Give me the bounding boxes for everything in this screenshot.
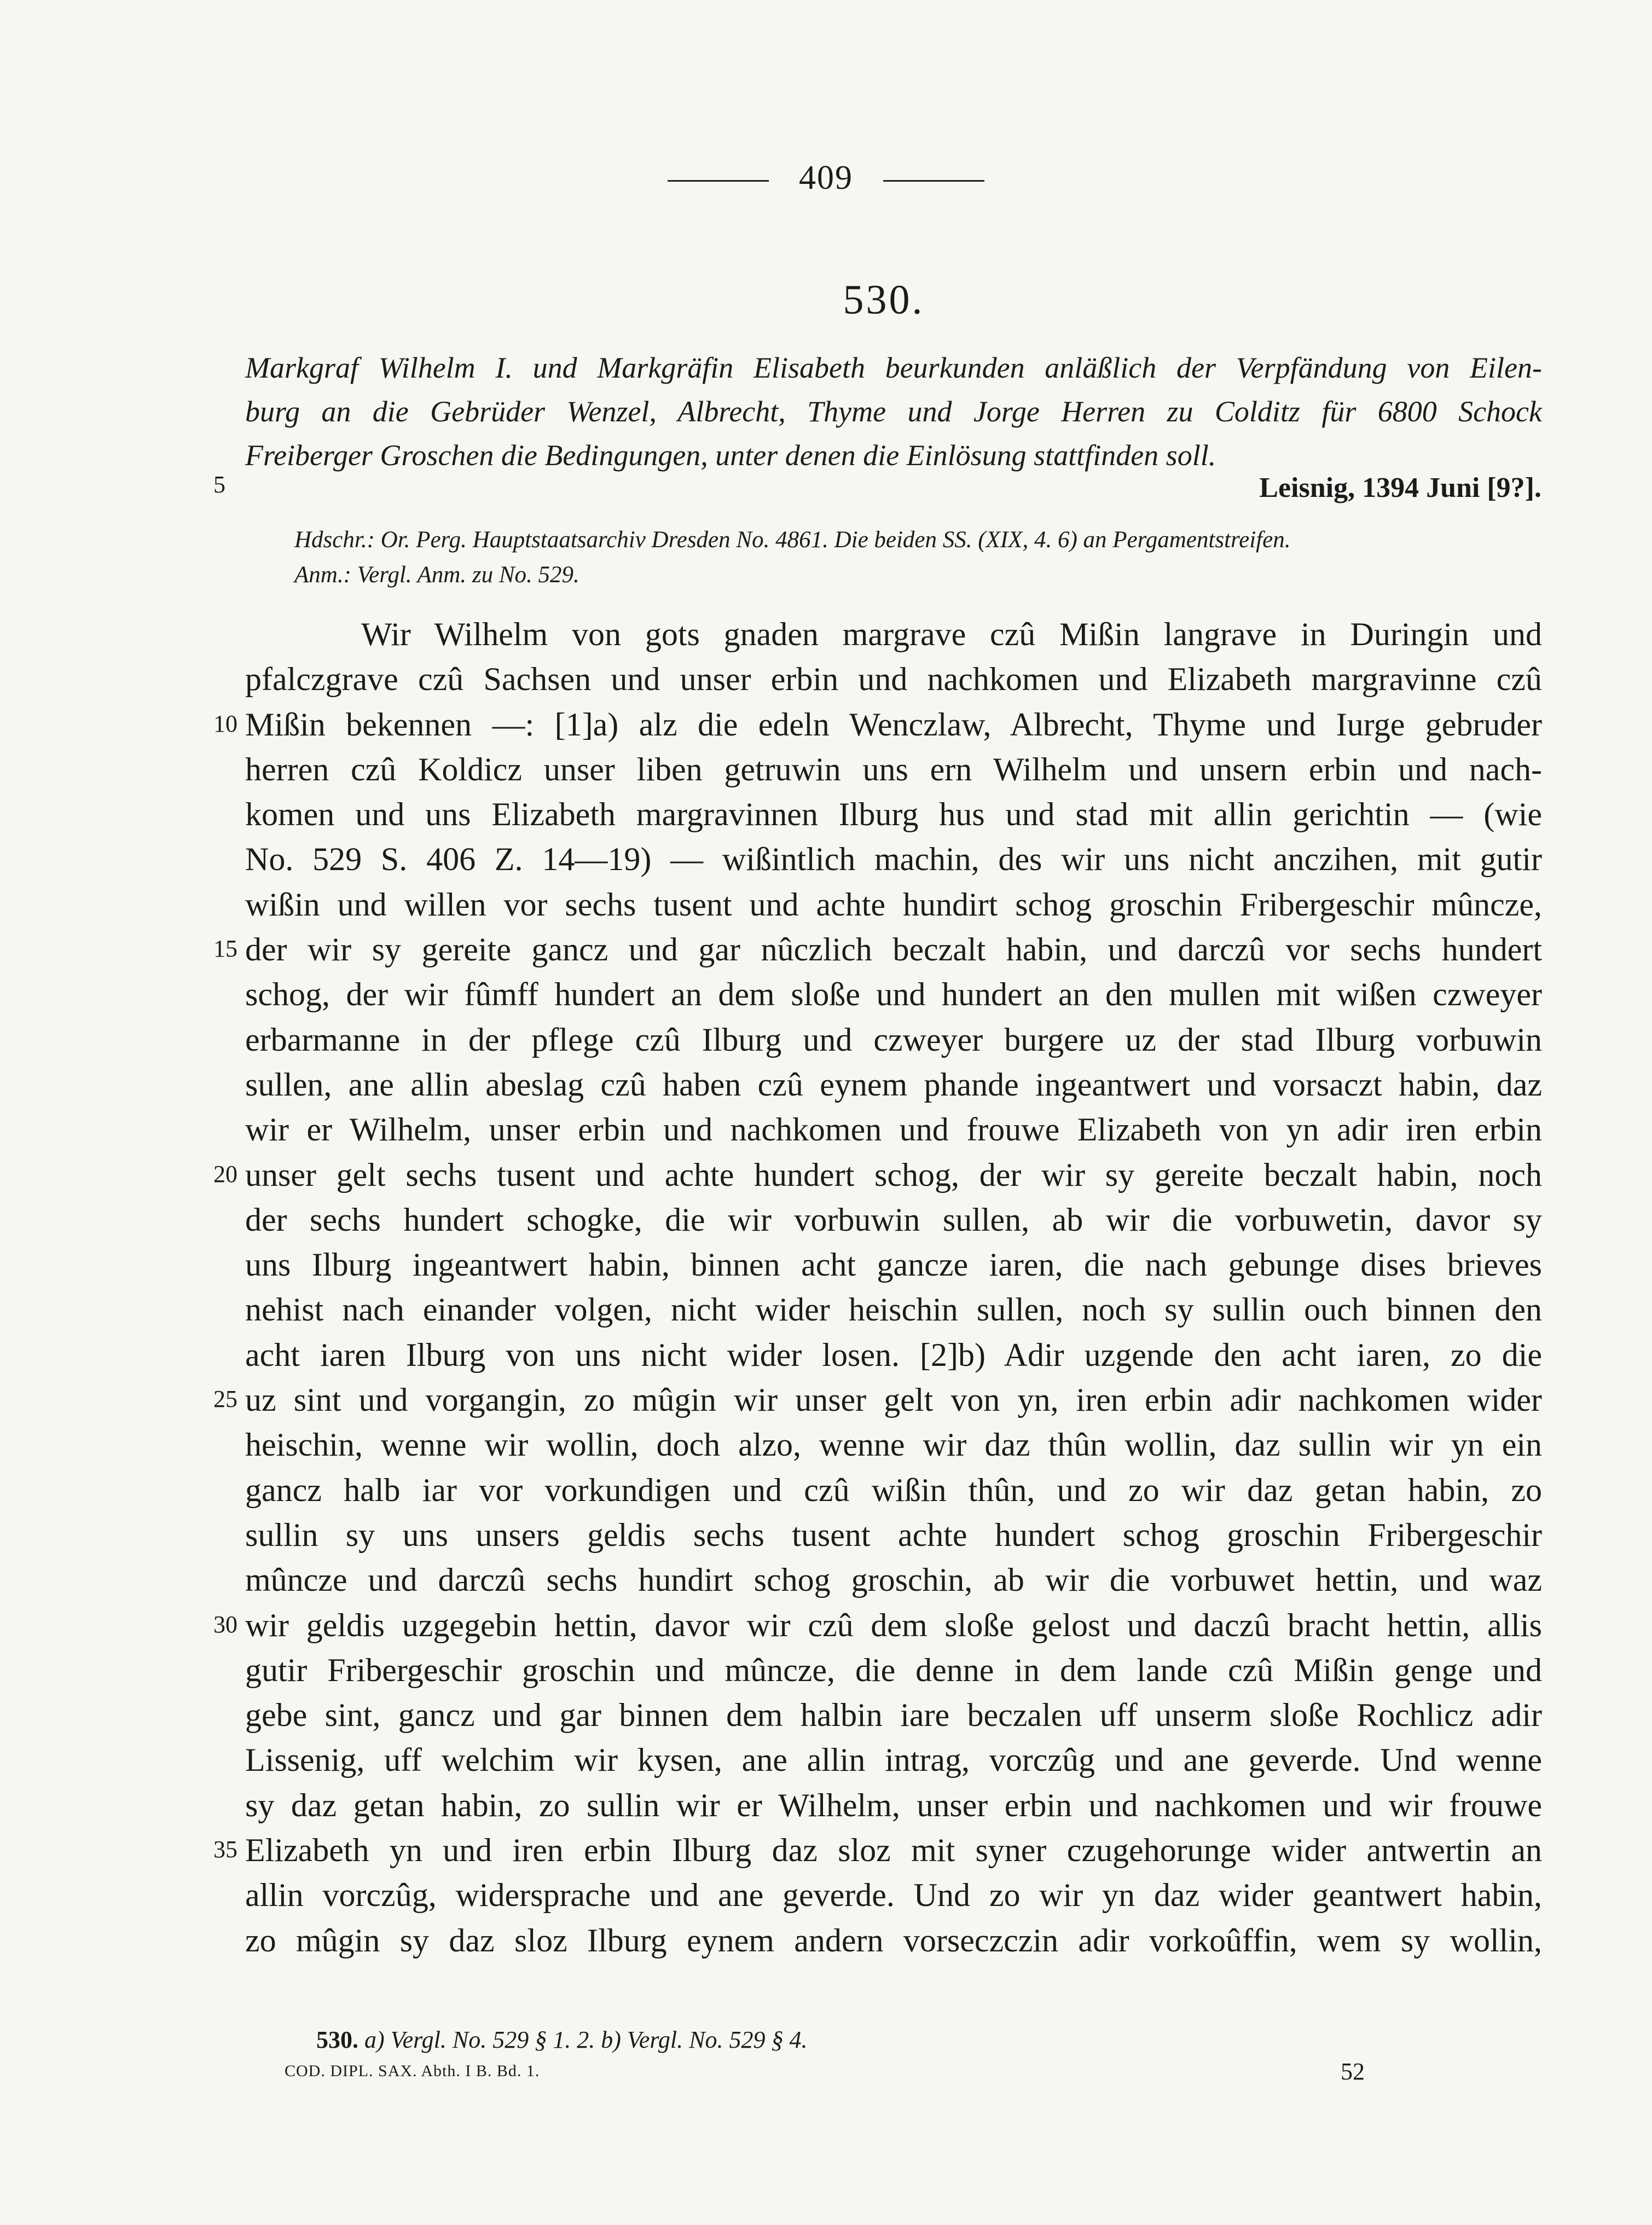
body-line: No. 529 S. 406 Z. 14—19) — wißintlich machin, des wir uns nicht anczihen, mit gutir	[245, 841, 1542, 878]
edition-reference: COD. DIPL. SAX. Abth. I B. Bd. 1.	[285, 2062, 540, 2080]
body-line: pfalczgrave czû Sachsen und unser erbin und nachkomen und Elizabeth margravinne czû	[245, 661, 1542, 698]
body-line: zo mûgin sy daz sloz Ilburg eynem andern vorseczczin adir vorkoûffin, wem sy wollin,	[245, 1922, 1542, 1959]
body-line: wir er Wilhelm, unser erbin und nachkomen und frouwe Elizabeth von yn adir iren erbin	[245, 1111, 1542, 1148]
line-number: 25	[213, 1386, 237, 1413]
sheet-signature: 52	[1341, 2058, 1365, 2085]
body-line: sy daz getan habin, zo sullin wir er Wilhelm, unser erbin und nachkomen und wir frouwe	[245, 1787, 1542, 1823]
body-line: Lissenig, uff welchim wir kysen, ane allin intrag, vorczûg und ane geverde. Und wenne	[245, 1742, 1542, 1778]
body-line: acht iaren Ilburg von uns nicht wider losen. [2]b) Adir uzgende den acht iaren, zo die	[245, 1336, 1542, 1373]
body-line: der wir sy gereite gancz und gar nûczlich beczalt habin, und darczû vor sechs hundert	[245, 931, 1542, 968]
page-number: 409	[799, 159, 853, 196]
footnote-text: a) Vergl. No. 529 § 1. 2. b) Vergl. No. 529 § 4.	[364, 2026, 808, 2053]
manuscript-note: Hdschr.: Or. Perg. Hauptstaatsarchiv Dresden No. 4861. Die beiden SS. (XIX, 4. 6) an Pergamentstreifen.	[294, 527, 1291, 553]
line-number: 20	[213, 1160, 237, 1187]
line-number: 30	[213, 1610, 237, 1638]
body-line: gebe sint, gancz und gar binnen dem halbin iare beczalen uff unserm sloße Rochlicz adir	[245, 1697, 1542, 1734]
body-line: gancz halb iar vor vorkundigen und czû wißin thûn, und zo wir daz getan habin, zo	[245, 1471, 1542, 1508]
line-number: 15	[213, 935, 237, 963]
regest-line: Markgraf Wilhelm I. und Markgräfin Elisabeth beurkunden anläßlich der Verpfändung von Eilen-	[245, 351, 1542, 384]
footnote-number: 530.	[316, 2026, 358, 2053]
place-date: Leisnig, 1394 Juni [9?].	[1259, 472, 1541, 503]
line-number: 10	[213, 710, 237, 737]
header-right-rule	[883, 180, 984, 182]
body-line: erbarmanne in der pflege czû Ilburg und czweyer burgere uz der stad Ilburg vorbuwin	[245, 1021, 1542, 1058]
body-line: allin vorczûg, widersprache und ane geverde. Und zo wir yn daz wider geantwert habin,	[245, 1877, 1542, 1914]
document-number: 530.	[843, 277, 925, 323]
regest-summary	[245, 346, 1542, 477]
body-line: mûncze und darczû sechs hundirt schog groschin, ab wir die vorbuwet hettin, und waz	[245, 1562, 1542, 1598]
page-header	[0, 159, 1652, 198]
header-left-rule	[668, 180, 769, 182]
line-marker: 5	[213, 471, 225, 498]
body-line: schog, der wir fûmff hundert an dem sloße und hundert an den mullen mit wißen czweyer	[245, 976, 1542, 1013]
body-line: komen und uns Elizabeth margravinnen Ilburg hus und stad mit allin gerichtin — (wie	[245, 796, 1542, 833]
regest-line: burg an die Gebrüder Wenzel, Albrecht, Thyme und Jorge Herren zu Colditz für 6800 Schock	[245, 395, 1542, 428]
body-line: Mißin bekennen —: [1]a) alz die edeln Wenczlaw, Albrecht, Thyme und Iurge gebruder	[245, 706, 1542, 743]
body-line: sullin sy uns unsers geldis sechs tusent achte hundert schog groschin Fribergeschir	[245, 1516, 1542, 1553]
document-body	[245, 612, 1542, 1963]
body-line: sullen, ane allin abeslag czû haben czû eynem phande ingeantwert und vorsaczt habin, daz	[245, 1066, 1542, 1103]
body-line: Elizabeth yn und iren erbin Ilburg daz sloz mit syner czugehorunge wider antwertin an	[245, 1832, 1542, 1869]
body-line: gutir Fribergeschir groschin und mûncze, die denne in dem lande czû Mißin genge und	[245, 1652, 1542, 1688]
body-line: wißin und willen vor sechs tusent und achte hundirt schog groschin Fribergeschir mûncze,	[245, 886, 1542, 923]
body-line: der sechs hundert schogke, die wir vorbuwin sullen, ab wir die vorbuwetin, davor sy	[245, 1201, 1542, 1238]
body-line: uns Ilburg ingeantwert habin, binnen acht gancze iaren, die nach gebunge dises brieves	[245, 1247, 1542, 1283]
footnote	[316, 2026, 808, 2054]
body-line: wir geldis uzgegebin hettin, davor wir czû dem sloße gelost und daczû bracht hettin, allis	[245, 1607, 1542, 1643]
source-notes	[294, 523, 1290, 593]
body-line: nehist nach einander volgen, nicht wider heischin sullen, noch sy sullin ouch binnen den	[245, 1291, 1542, 1328]
body-line: herren czû Koldicz unser liben getruwin uns ern Wilhelm und unsern erbin und nach-	[245, 751, 1542, 787]
line-number: 35	[213, 1836, 237, 1863]
annotation-note: Anm.: Vergl. Anm. zu No. 529.	[294, 562, 579, 588]
body-line: heischin, wenne wir wollin, doch alzo, wenne wir daz thûn wollin, daz sullin wir yn ein	[245, 1427, 1542, 1463]
body-line: uz sint und vorgangin, zo mûgin wir unser gelt von yn, iren erbin adir nachkomen wider	[245, 1382, 1542, 1418]
regest-line: Freiberger Groschen die Bedingungen, unter denen die Einlösung stattfinden soll.	[245, 439, 1216, 472]
body-line: Wir Wilhelm von gots gnaden margrave czû Mißin langrave in Duringin und	[361, 616, 1542, 652]
body-line: unser gelt sechs tusent und achte hundert schog, der wir sy gereite beczalt habin, noch	[245, 1156, 1542, 1193]
